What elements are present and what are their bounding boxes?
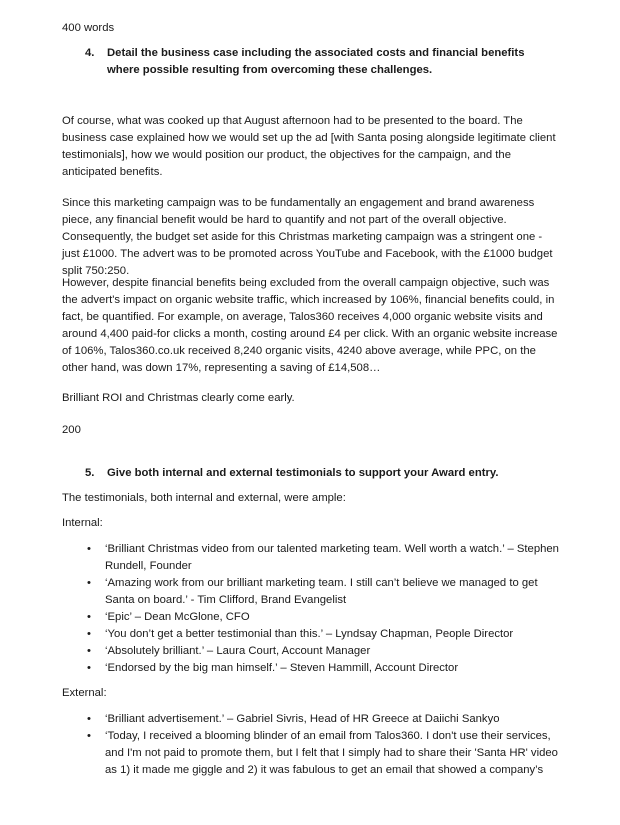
bullet-icon: •	[87, 645, 91, 657]
bullet-icon: •	[87, 611, 91, 623]
list-item: • ‘Absolutely brilliant.’ – Laura Court, Account Manager	[85, 643, 560, 660]
paragraph-roi: Brilliant ROI and Christmas clearly come early.	[62, 392, 295, 404]
list-item: • ‘Brilliant advertisement.’ – Gabriel Sivris, Head of HR Greece at Daiichi Sankyo	[85, 711, 560, 728]
question-text: Detail the business case including the associated costs and financial benefits where possible resulting from overcoming these challenges.	[107, 47, 525, 76]
question-number: 5.	[85, 467, 95, 479]
list-item: • ‘Endorsed by the big man himself.’ – Steven Hammill, Account Director	[85, 660, 560, 677]
bullet-icon: •	[87, 577, 91, 589]
paragraph-budget: Since this marketing campaign was to be fundamentally an engagement and brand awareness piece, any financial benefit would be hard to quantify and not part of the overall objective. Consequently, the budget set aside for this Christmas marketing campaign was a stringent one - just £1000. The advert was to be promoted across YouTube and Facebook, with the £1000 budget split 750:250.	[62, 197, 553, 277]
bullet-icon: •	[87, 543, 91, 555]
list-item: • ‘Brilliant Christmas video from our talented marketing team. Well worth a watch.’ – Stephen Rundell, Founder	[87, 543, 559, 572]
question-text: Give both internal and external testimonials to support your Award entry.	[107, 467, 499, 479]
internal-testimonials-list	[85, 541, 560, 677]
internal-label: Internal:	[62, 517, 103, 529]
list-item: • ‘Epic’ – Dean McGlone, CFO	[85, 609, 560, 626]
bullet-icon: •	[87, 713, 91, 725]
paragraph-business-case: Of course, what was cooked up that August afternoon had to be presented to the board. The business case explained how we would set up the ad [with Santa posing alongside legitimate client testimonials], how we would position our product, the objectives for the campaign, and the anticipated benefits.	[62, 115, 556, 178]
question-4-heading	[85, 45, 555, 79]
external-testimonials-list	[85, 711, 560, 779]
testimonials-intro: The testimonials, both internal and external, were ample:	[62, 492, 346, 504]
question-number: 4.	[85, 47, 95, 59]
question-5-heading	[85, 465, 555, 482]
bullet-icon: •	[87, 628, 91, 640]
list-item: • ‘Today, I received a blooming blinder of an email from Talos360. I don't use their services, and I'm not paid to promote them, but I felt that I simply had to share their 'Santa HR' video as 1) it made me giggle and 2) it was fabulous to get an email that showed a company’s	[87, 730, 558, 776]
external-label: External:	[62, 687, 107, 699]
list-item: • ‘You don’t get a better testimonial than this.’ – Lyndsay Chapman, People Director	[85, 626, 560, 643]
word-limit-400: 400 words	[62, 22, 115, 34]
bullet-icon: •	[87, 730, 91, 742]
bullet-icon: •	[87, 662, 91, 674]
list-item: • ‘Amazing work from our brilliant marketing team. I still can’t believe we managed to get Santa on board.’ - Tim Clifford, Brand Evangelist	[87, 577, 538, 606]
word-limit-200: 200	[62, 424, 81, 436]
paragraph-financial-benefits: However, despite financial benefits being excluded from the overall campaign objective, such was the advert's impact on organic website traffic, which increased by 106%, financial benefits could, in fact, be quantified. For example, on average, Talos360 receives 4,000 organic website visits and around 4,400 paid-for clicks a month, costing around £4 per click. With an organic website increase of 106%, Talos360.co.uk received 8,240 organic visits, 4240 above average, while PPC, on the other hand, was down 17%, representing a saving of £14,508…	[62, 277, 558, 374]
